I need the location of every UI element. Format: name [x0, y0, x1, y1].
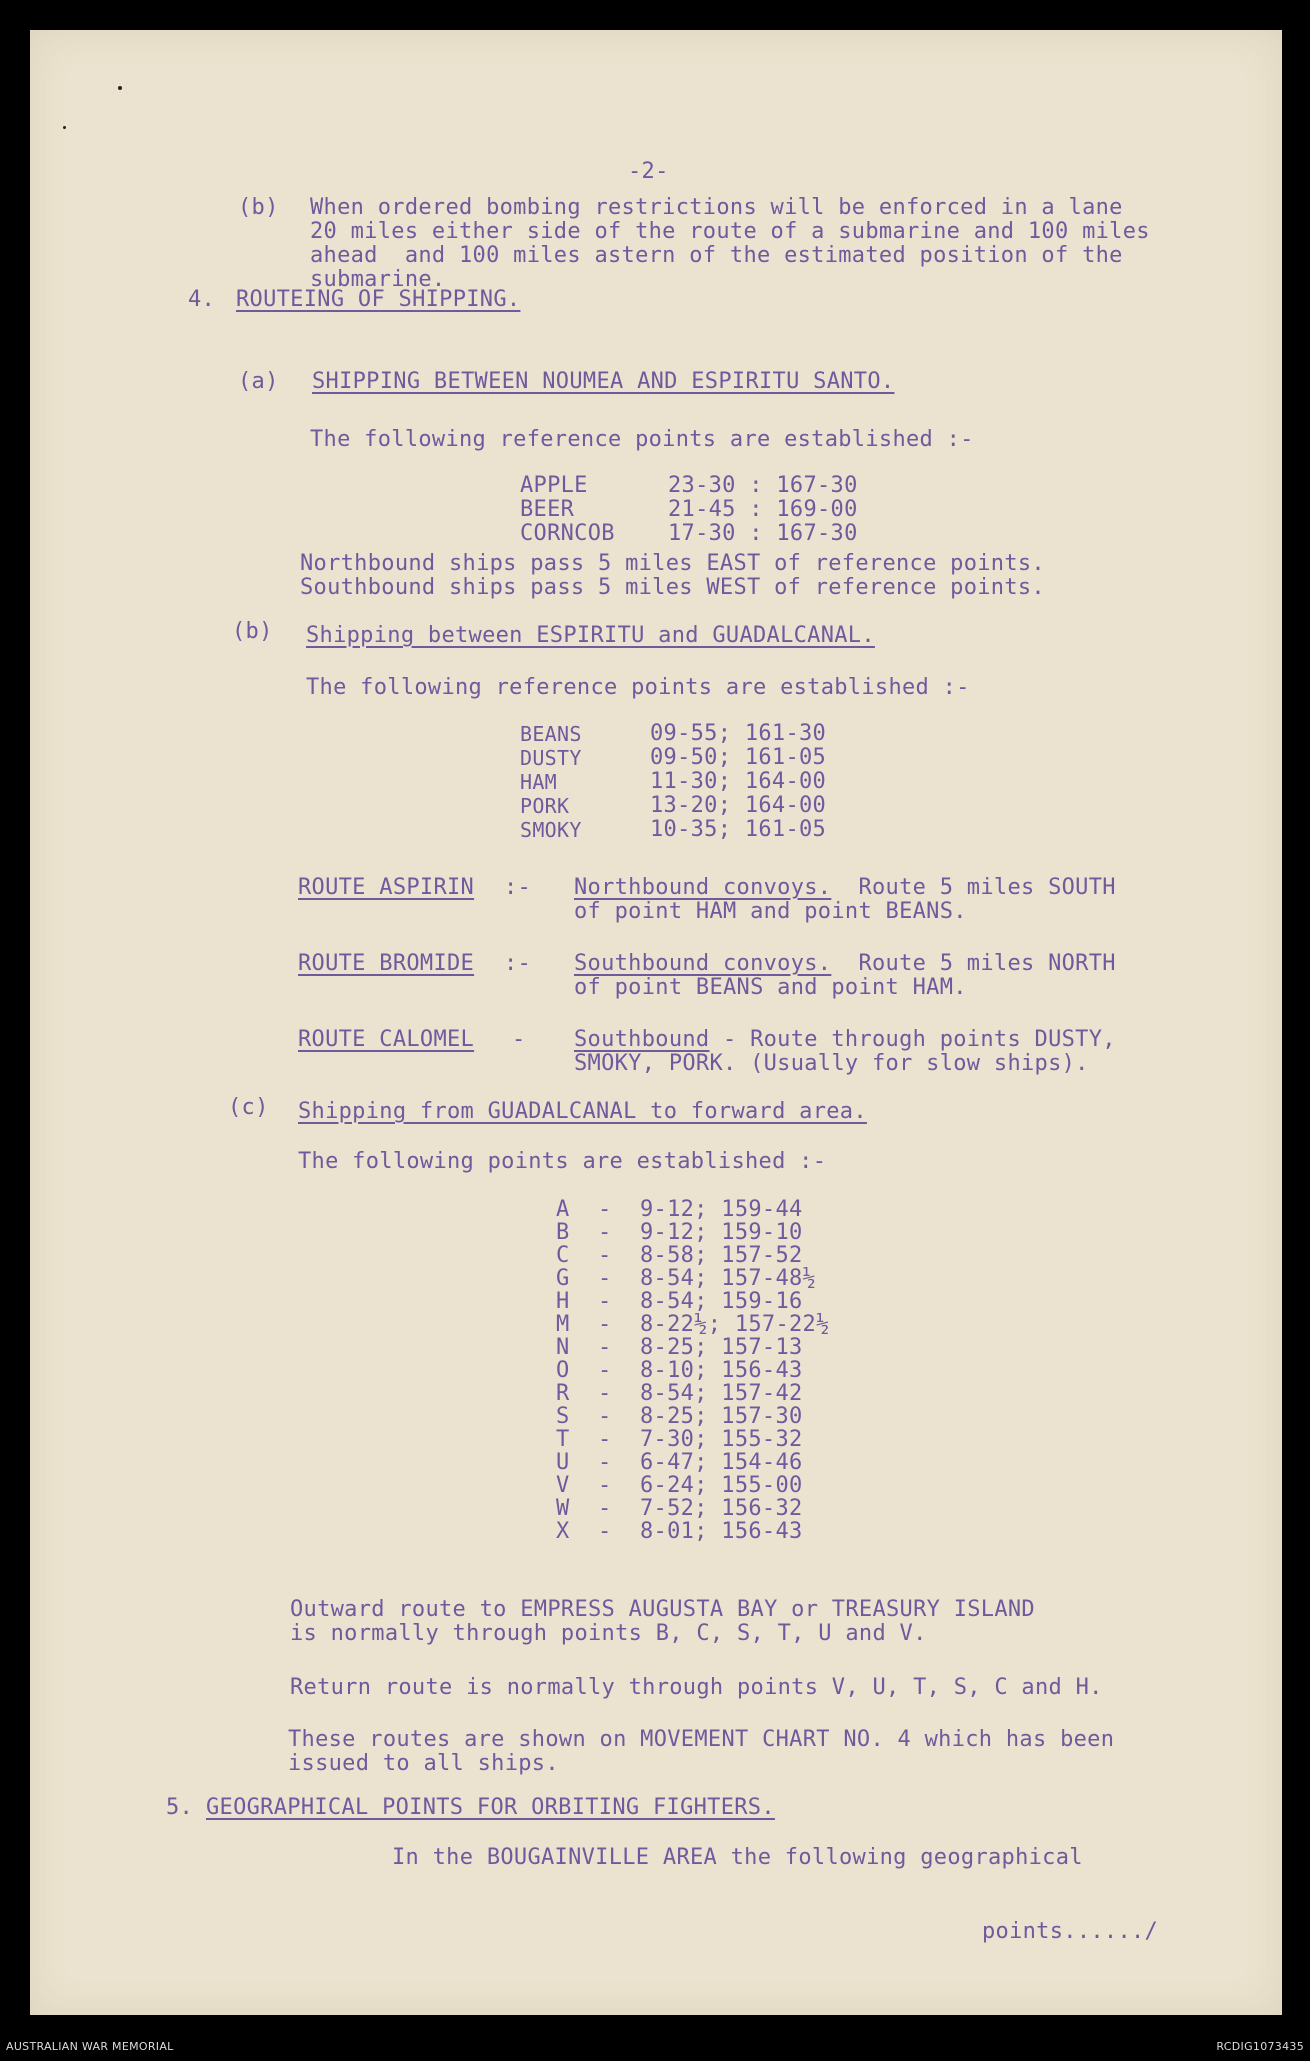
sub-a-intro: The following reference points are established :- — [310, 427, 974, 452]
point-coords: 9-12; 159-44 — [640, 1197, 803, 1222]
ref-point-coords: 09-55; 161-30 — [650, 721, 827, 746]
route-name: ROUTE BROMIDE — [298, 951, 475, 976]
point-letter: V — [556, 1473, 570, 1498]
section-5-text: In the BOUGAINVILLE AREA the following geographical — [392, 1845, 1083, 1870]
point-letter: A — [556, 1197, 570, 1222]
point-dash: - — [598, 1312, 612, 1337]
point-letter: B — [556, 1220, 570, 1245]
point-letter: T — [556, 1427, 570, 1452]
route-line-2: of point BEANS and point HAM. — [574, 975, 967, 1000]
route-line-2: SMOKY, PORK. (Usually for slow ships). — [574, 1051, 1089, 1076]
sub-b-heading: Shipping between ESPIRITU and GUADALCANAL. — [306, 623, 875, 648]
para-b-label: (b) — [238, 195, 279, 220]
section-4-number: 4. — [188, 287, 216, 312]
route-line — [574, 876, 1116, 900]
sub-c-intro: The following points are established :- — [298, 1149, 827, 1174]
point-coords: 8-10; 156-43 — [640, 1358, 803, 1383]
route-line — [574, 1028, 1116, 1052]
ref-point-coords: 23-30 : 167-30 — [668, 473, 858, 498]
chart-note-line: issued to all ships. — [288, 1751, 559, 1776]
outward-route-line: is normally through points B, C, S, T, U and V. — [290, 1621, 927, 1646]
point-dash: - — [598, 1450, 612, 1475]
point-coords: 8-25; 157-13 — [640, 1335, 803, 1360]
sub-c-label: (c) — [228, 1095, 269, 1120]
para-b-line: ahead and 100 miles astern of the estimated position of the — [310, 243, 1123, 268]
ref-point-coords: 17-30 : 167-30 — [668, 521, 858, 546]
point-dash: - — [598, 1243, 612, 1268]
point-letter: N — [556, 1335, 570, 1360]
ref-point-coords: 11-30; 164-00 — [650, 769, 827, 794]
para-b-line: When ordered bombing restrictions will be enforced in a lane — [310, 195, 1123, 220]
ref-point-name: DUSTY — [520, 746, 582, 770]
route-separator: - — [512, 1027, 526, 1052]
section-4-heading: ROUTEING OF SHIPPING. — [236, 287, 521, 312]
sub-a-label: (a) — [238, 369, 279, 394]
point-letter: O — [556, 1358, 570, 1383]
outward-route-line: Outward route to EMPRESS AUGUSTA BAY or TREASURY ISLAND — [290, 1597, 1035, 1622]
point-dash: - — [598, 1197, 612, 1222]
ref-point-coords: 09-50; 161-05 — [650, 745, 827, 770]
point-letter: R — [556, 1381, 570, 1406]
point-dash: - — [598, 1519, 612, 1544]
point-coords: 7-30; 155-32 — [640, 1427, 803, 1452]
ref-point-name: BEER — [520, 497, 575, 522]
point-coords: 8-54; 159-16 — [640, 1289, 803, 1314]
footer-archive-name: AUSTRALIAN WAR MEMORIAL — [6, 2040, 174, 2053]
point-coords: 6-47; 154-46 — [640, 1450, 803, 1475]
ref-point-coords: 21-45 : 169-00 — [668, 497, 858, 522]
point-coords: 8-22½; 157-22½ — [640, 1312, 830, 1337]
point-coords: 8-58; 157-52 — [640, 1243, 803, 1268]
point-dash: - — [598, 1358, 612, 1383]
point-dash: - — [598, 1266, 612, 1291]
para-b-line: submarine. — [310, 267, 446, 292]
point-letter: G — [556, 1266, 570, 1291]
route-text: Route 5 miles SOUTH — [831, 875, 1116, 900]
point-letter: H — [556, 1289, 570, 1314]
section-5-heading: GEOGRAPHICAL POINTS FOR ORBITING FIGHTERS. — [206, 1795, 775, 1820]
point-dash: - — [598, 1381, 612, 1406]
sub-a-heading: SHIPPING BETWEEN NOUMEA AND ESPIRITU SANTO. — [312, 369, 895, 394]
route-name: ROUTE ASPIRIN — [298, 875, 475, 900]
route-line — [574, 952, 1116, 976]
route-head: Southbound convoys. — [574, 951, 832, 976]
ref-point-name: PORK — [520, 794, 570, 818]
point-dash: - — [598, 1220, 612, 1245]
point-dash: - — [598, 1473, 612, 1498]
point-coords: 8-54; 157-42 — [640, 1381, 803, 1406]
ref-point-name: BEANS — [520, 722, 582, 746]
point-letter: W — [556, 1496, 570, 1521]
para-b-line: 20 miles either side of the route of a submarine and 100 miles — [310, 219, 1150, 244]
sub-a-note: Southbound ships pass 5 miles WEST of reference points. — [300, 575, 1045, 600]
route-head: Northbound convoys. — [574, 875, 832, 900]
ref-point-coords: 13-20; 164-00 — [650, 793, 827, 818]
route-text: Route 5 miles NORTH — [831, 951, 1116, 976]
continued-marker: points....../ — [982, 1919, 1159, 1944]
point-coords: 9-12; 159-10 — [640, 1220, 803, 1245]
ink-mark — [118, 86, 122, 90]
document-page — [30, 30, 1282, 2015]
route-name: ROUTE CALOMEL — [298, 1027, 475, 1052]
ref-point-name: APPLE — [520, 473, 588, 498]
sub-b-intro: The following reference points are established :- — [306, 675, 970, 700]
ref-point-name: SMOKY — [520, 818, 582, 842]
sub-c-heading: Shipping from GUADALCANAL to forward area. — [298, 1099, 867, 1124]
route-separator: :- — [504, 951, 532, 976]
point-coords: 8-01; 156-43 — [640, 1519, 803, 1544]
route-head: Southbound — [574, 1027, 710, 1052]
point-dash: - — [598, 1335, 612, 1360]
footer-record-id: RCDIG1073435 — [1216, 2040, 1304, 2053]
route-line-2: of point HAM and point BEANS. — [574, 899, 967, 924]
sub-a-note: Northbound ships pass 5 miles EAST of reference points. — [300, 551, 1045, 576]
point-dash: - — [598, 1496, 612, 1521]
point-coords: 6-24; 155-00 — [640, 1473, 803, 1498]
point-dash: - — [598, 1289, 612, 1314]
ref-point-coords: 10-35; 161-05 — [650, 817, 827, 842]
point-letter: S — [556, 1404, 570, 1429]
point-letter: U — [556, 1450, 570, 1475]
ink-mark — [63, 126, 66, 129]
point-coords: 8-25; 157-30 — [640, 1404, 803, 1429]
return-route-line: Return route is normally through points V, U, T, S, C and H. — [290, 1675, 1103, 1700]
chart-note-line: These routes are shown on MOVEMENT CHART NO. 4 which has been — [288, 1727, 1115, 1752]
ref-point-name: HAM — [520, 770, 558, 794]
section-5-number: 5. — [166, 1795, 194, 1820]
route-separator: :- — [504, 875, 532, 900]
page-number: -2- — [628, 159, 669, 184]
point-dash: - — [598, 1427, 612, 1452]
point-coords: 8-54; 157-48½ — [640, 1266, 817, 1291]
ref-point-name: CORNCOB — [520, 521, 615, 546]
point-dash: - — [598, 1404, 612, 1429]
point-letter: C — [556, 1243, 570, 1268]
sub-b-label: (b) — [232, 619, 273, 644]
point-coords: 7-52; 156-32 — [640, 1496, 803, 1521]
point-letter: M — [556, 1312, 570, 1337]
point-letter: X — [556, 1519, 570, 1544]
route-text: - Route through points DUSTY, — [709, 1027, 1116, 1052]
